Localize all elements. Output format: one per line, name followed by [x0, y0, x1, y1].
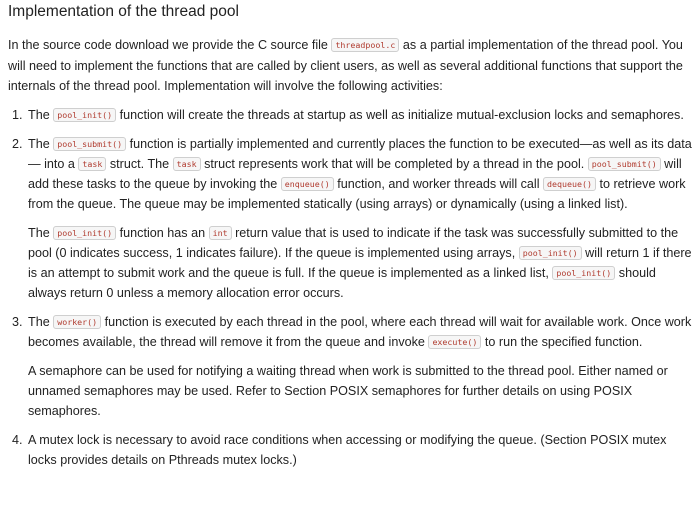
list-item-number: 4. [12, 432, 23, 447]
text-run: function is executed by each thread in the pool, where each thread will wait for available work. Once work becomes available, the thread will remove it from the queue and invoke [28, 314, 692, 349]
list-item-number: 2. [12, 136, 23, 151]
text-run: as a partial implementation of the thread pool. You will need to implement the functions that are called by client users, as well as several additional functions that support the internals of the thread pool. Implementation will involve the following activities: [8, 38, 683, 93]
text-run: The [28, 225, 54, 240]
text-run: struct. The [106, 156, 173, 171]
inline-code: int [209, 226, 232, 240]
inline-code: task [173, 157, 201, 171]
text-run: The [28, 136, 54, 151]
text-run: function has an [116, 225, 209, 240]
intro-paragraph [8, 35, 694, 97]
text-run: will add these tasks to the queue by invoking the [28, 156, 682, 191]
inline-code: pool_init() [519, 246, 582, 260]
inline-code: pool_submit() [53, 137, 126, 151]
text-run: should always return 0 unless a memory allocation error occurs. [28, 265, 656, 300]
text-run: to retrieve work from the queue. The queue may be implemented statically (using arrays) or dynamically (using a linked list). [28, 176, 686, 211]
inline-code: enqueue() [281, 177, 334, 191]
inline-code: pool_init() [53, 226, 116, 240]
list-item [8, 312, 694, 421]
inline-code: pool_init() [53, 108, 116, 122]
text-run: The [28, 107, 54, 122]
page-title: Implementation of the thread pool [8, 3, 239, 20]
text-run: A mutex lock is necessary to avoid race conditions when accessing or modifying the queue. (Section POSIX mutex locks provides details on Pthreads mutex locks.) [28, 432, 667, 467]
list-item-text [28, 430, 694, 470]
activity-list [8, 105, 694, 470]
inline-code: pool_submit() [588, 157, 661, 171]
inline-code: dequeue() [543, 177, 596, 191]
list-item-subparagraph [28, 223, 694, 303]
text-run: In the source code download we provide the C source file [8, 38, 332, 52]
text-run: return value that is used to indicate if the task was successfully submitted to the pool (0 indicates success, 1 indicates failure). If the queue is implemented using arrays, [28, 225, 679, 260]
text-run: function is partially implemented and currently places the function to be executed—as well as its data— into a [28, 136, 692, 171]
list-item [8, 134, 694, 303]
inline-code: pool_init() [552, 266, 615, 280]
list-item-number: 3. [12, 314, 23, 329]
list-item [8, 105, 694, 125]
list-item [8, 430, 694, 470]
inline-code: threadpool.c [331, 38, 399, 52]
list-item-subparagraph [28, 361, 694, 421]
list-item-text [28, 134, 694, 214]
text-run: will return 1 if there is an attempt to submit work and the queue is full. If the queue is implemented as a linked list, [28, 245, 692, 280]
list-item-number: 1. [12, 107, 23, 122]
text-run: function, and worker threads will call [333, 176, 544, 191]
inline-code: execute() [428, 335, 481, 349]
text-run: The [28, 314, 54, 329]
text-run: function will create the threads at startup as well as initialize mutual-exclusion locks and semaphores. [116, 107, 684, 122]
list-item-text [28, 312, 694, 352]
inline-code: worker() [53, 315, 101, 329]
text-run: struct represents work that will be completed by a thread in the pool. [200, 156, 588, 171]
text-run: to run the specified function. [481, 334, 643, 349]
inline-code: task [78, 157, 106, 171]
list-item-text [28, 105, 694, 125]
text-run: A semaphore can be used for notifying a waiting thread when work is submitted to the thread pool. Either named or unnamed semaphores may be used. Refer to Section POSIX semaphores for further details on using POSIX semaphores. [28, 363, 668, 418]
